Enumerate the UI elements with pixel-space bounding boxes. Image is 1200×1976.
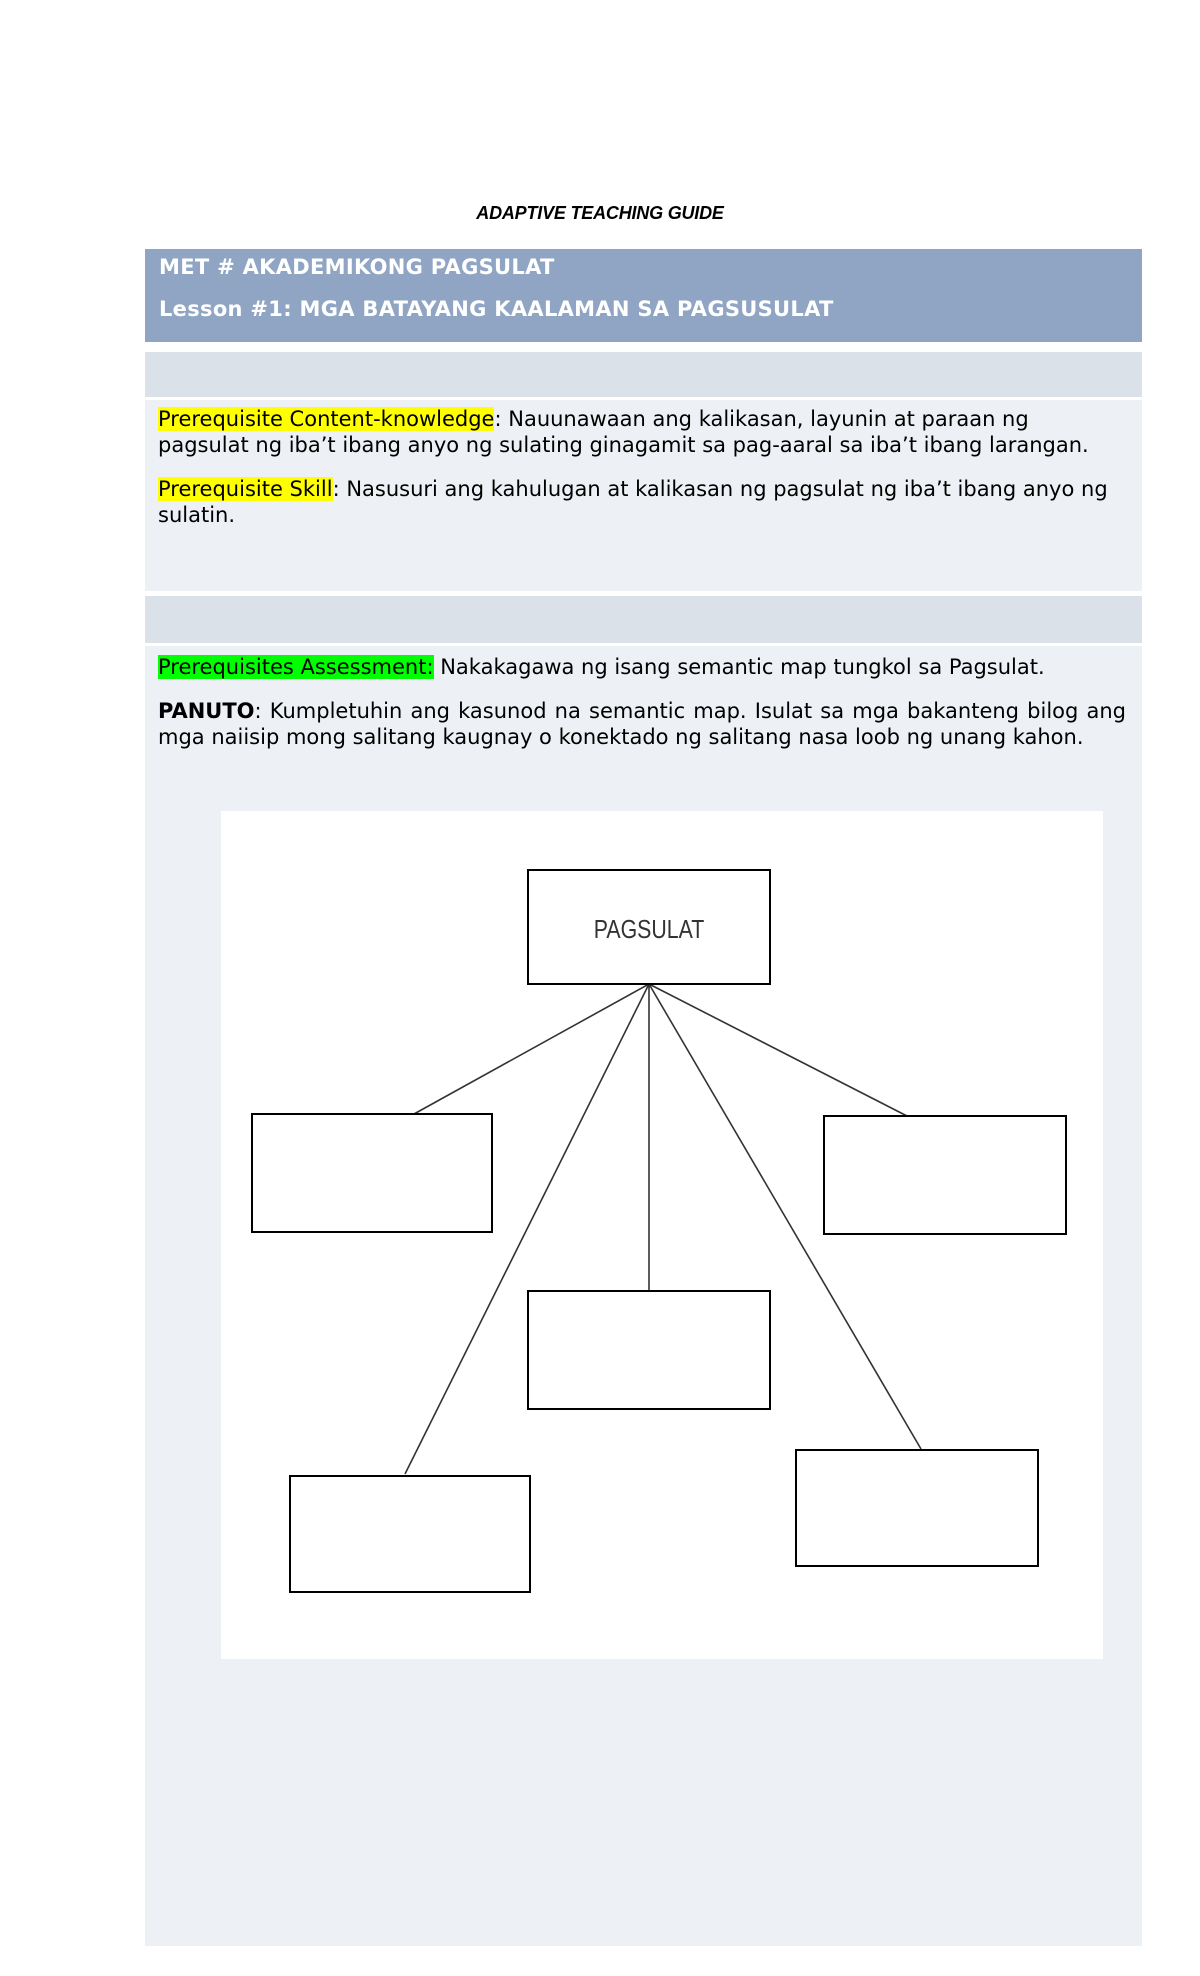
prerequisite-content-paragraph <box>158 406 1126 458</box>
instruction-paragraph <box>158 698 1126 750</box>
semantic-map-diagram <box>221 811 1103 1659</box>
lesson-title: Lesson #1: MGA BATAYANG KAALAMAN SA PAGSUSULAT <box>159 297 834 321</box>
center-box-label: PAGSULAT <box>593 915 705 945</box>
prerequisite-skill-label: Prerequisite Skill <box>158 477 333 501</box>
document-title: ADAPTIVE TEACHING GUIDE <box>476 203 724 223</box>
blank-box[interactable] <box>290 1476 530 1592</box>
assessment-text: Nakakagawa ng isang semantic map tungkol sa Pagsulat. <box>433 655 1045 679</box>
instruction-label: PANUTO <box>158 699 255 723</box>
prerequisite-content-label: Prerequisite Content-knowledge <box>158 407 495 431</box>
met-title: MET # AKADEMIKONG PAGSULAT <box>159 255 555 279</box>
prerequisite-skill-paragraph <box>158 476 1126 528</box>
prerequisite-content-text: : Nauunawaan ang kalikasan, layunin at paraan ng pagsulat ng iba’t ibang anyo ng sulating ginagamit sa pag-aaral sa iba’t ibang larangan. <box>158 407 1089 457</box>
lesson-header <box>145 249 1142 342</box>
assessment-label: Prerequisites Assessment: <box>158 655 434 679</box>
blank-box[interactable] <box>796 1450 1038 1566</box>
blank-box[interactable] <box>252 1114 492 1232</box>
prerequisites-panel <box>145 400 1142 591</box>
prerequisite-skill-text: : Nasusuri ang kahulugan at kalikasan ng pagsulat ng iba’t ibang anyo ng sulatin. <box>158 477 1108 527</box>
assessment-panel <box>145 646 1142 1946</box>
section-divider-band <box>145 352 1142 397</box>
assessment-paragraph <box>158 654 1126 680</box>
blank-box[interactable] <box>824 1116 1066 1234</box>
instruction-text: : Kumpletuhin ang kasunod na semantic map. Isulat sa mga bakanteng bilog ang mga naiisip mong salitang kaugnay o konektado ng salitang nasa loob ng unang kahon. <box>158 699 1126 749</box>
section-divider-band <box>145 596 1142 643</box>
connector-line <box>414 984 649 1114</box>
blank-box[interactable] <box>528 1291 770 1409</box>
semantic-map <box>221 811 1103 1659</box>
